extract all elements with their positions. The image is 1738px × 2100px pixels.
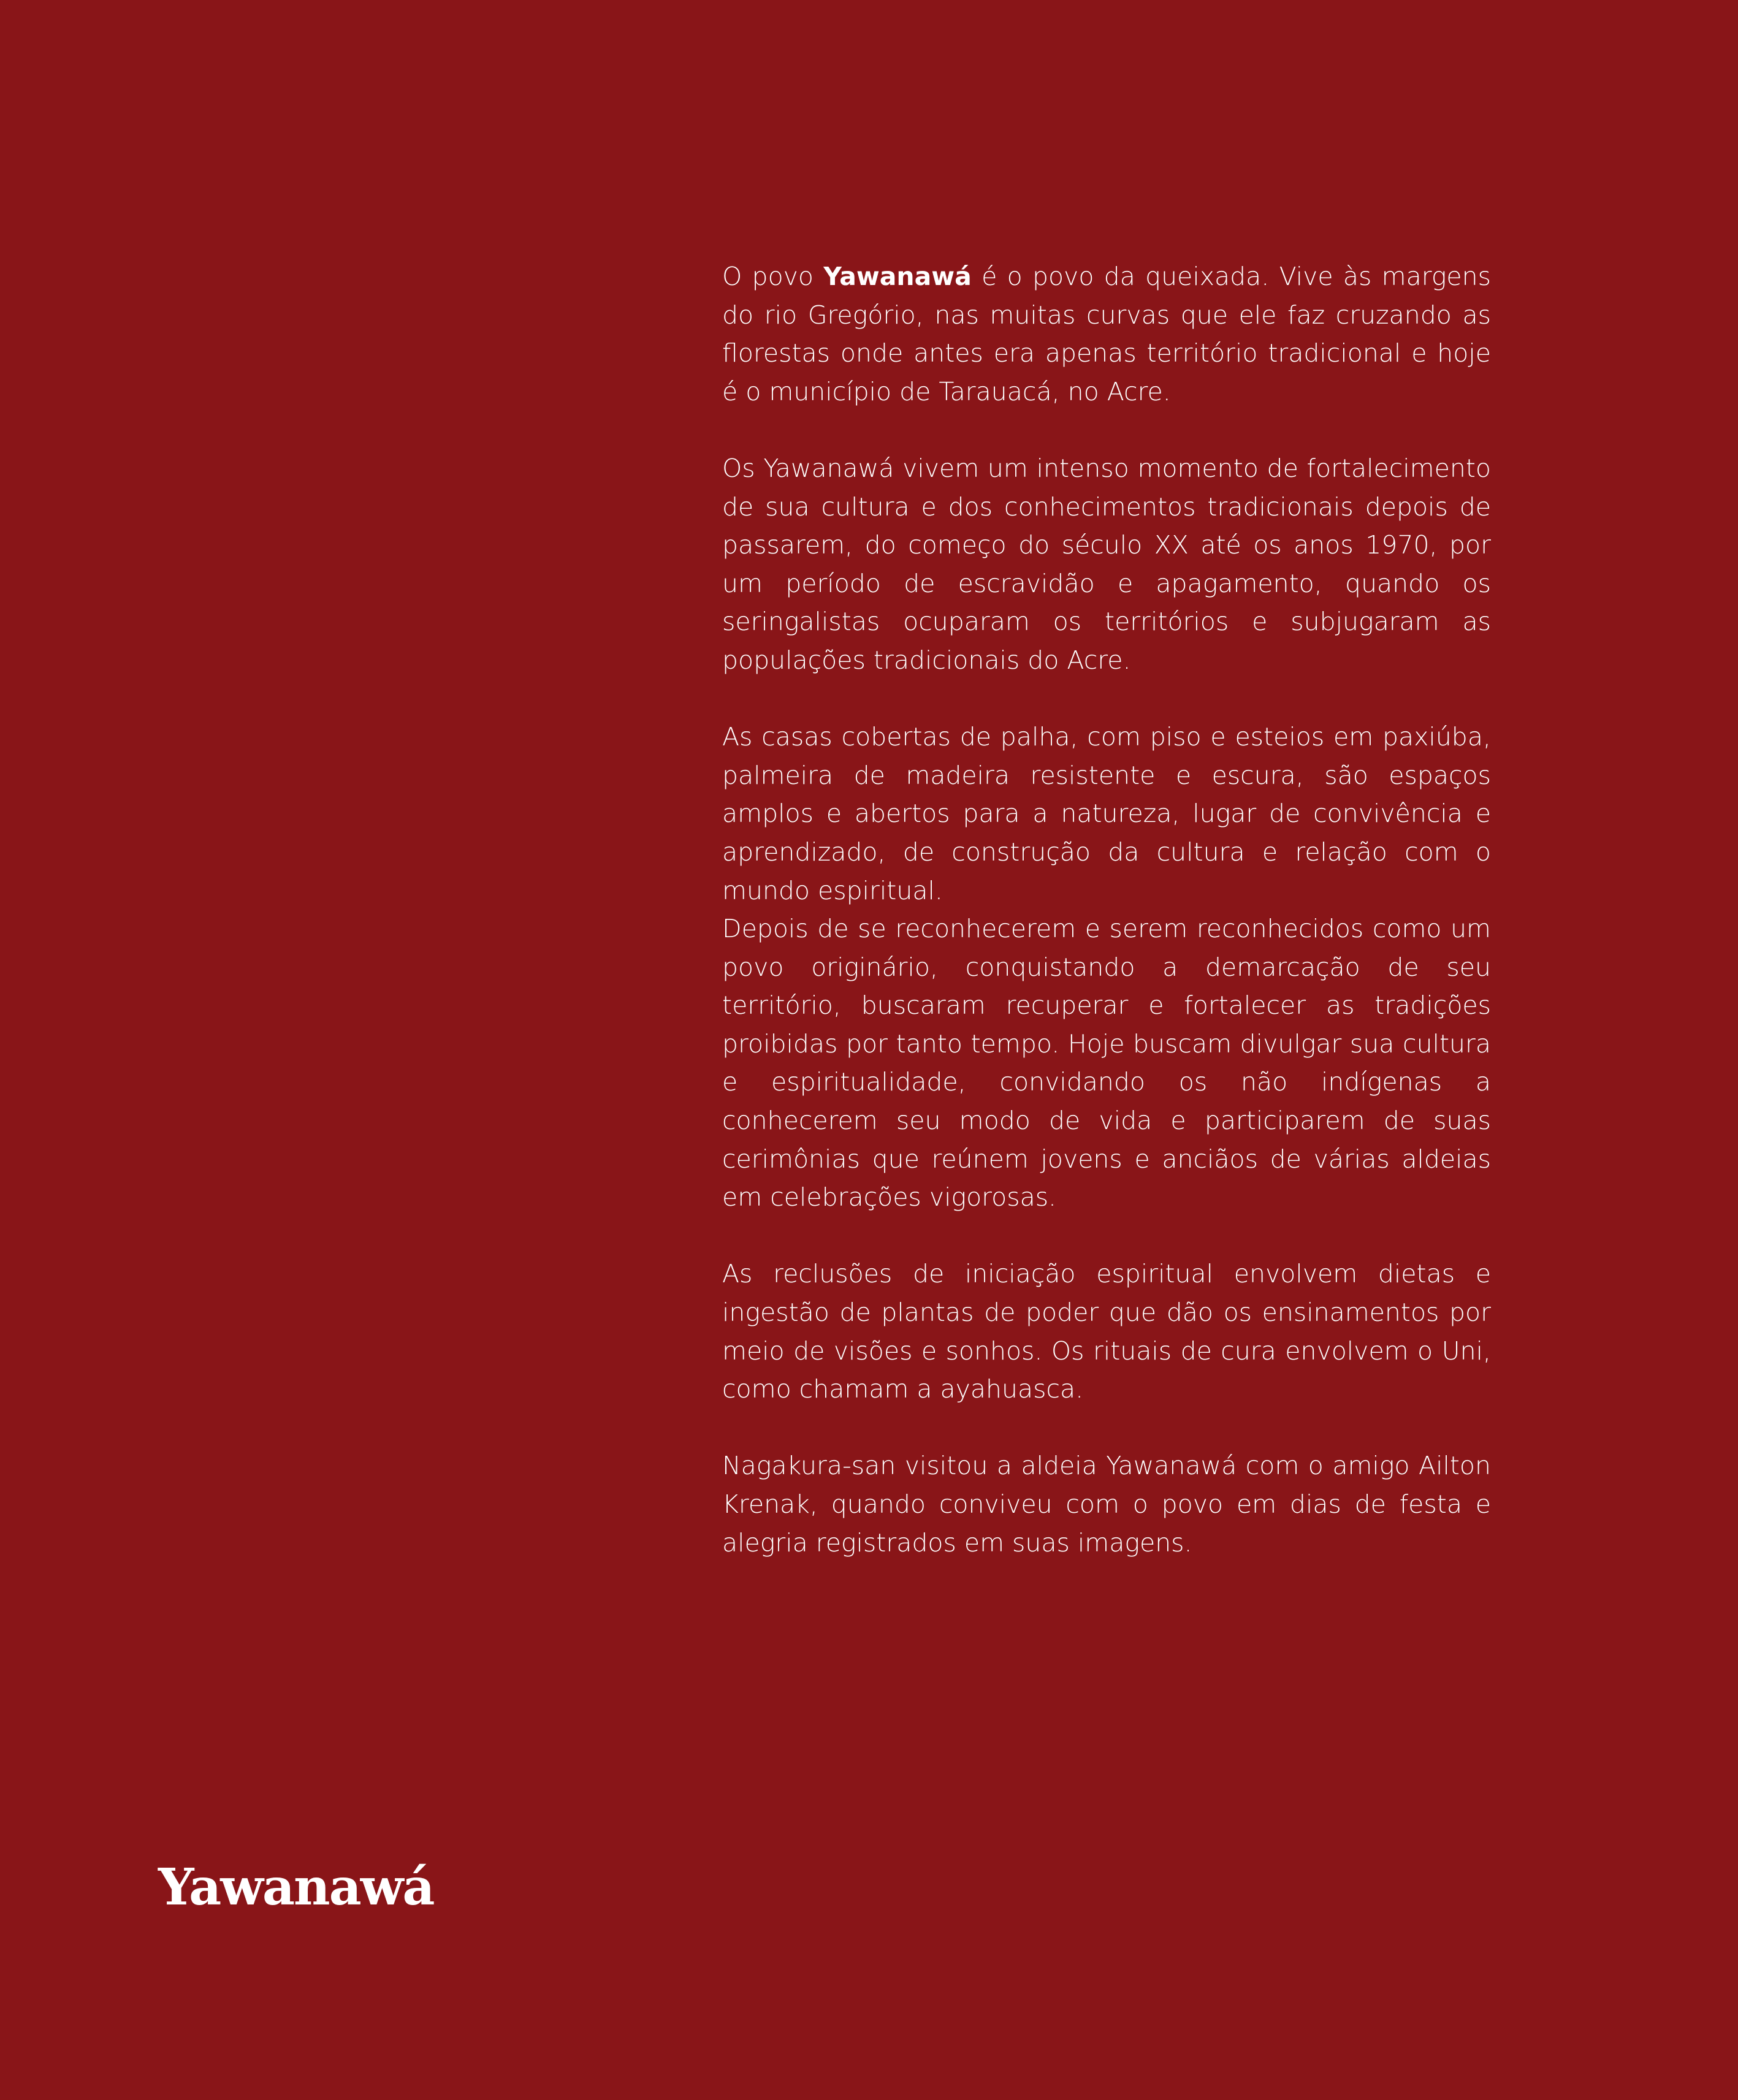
- paragraph-rituals: As reclusões de iniciação espiritual envolvem dietas e ingestão de plantas de poder que dão os ensinamentos por meio de visões e sonhos. Os rituais de cura envolvem o Uni, como chamam a ayahuasca.: [722, 1259, 1491, 1404]
- chapter-title: Yawanawá: [158, 1858, 434, 1917]
- paragraph-intro: [722, 257, 1491, 411]
- paragraph-intro-after: é o povo da queixada. Vive às margens do rio Gregório, nas muitas curvas que ele faz cruzando as florestas onde antes era apenas território tradicional e hoje é o município de Tarauacá, no Acre.: [722, 262, 1492, 406]
- paragraph-intro-before: O povo: [722, 262, 824, 291]
- paragraph-houses: As casas cobertas de palha, com piso e esteios em paxiúba, palmeira de madeira resistente e escura, são espaços amplos e abertos para a natureza, lugar de convivência e aprendizado, de construção da cultura e relação com o mundo espiritual.: [722, 722, 1491, 905]
- people-name-emphasis: Yawanawá: [823, 262, 972, 291]
- body-text: [722, 257, 1491, 1562]
- paragraph-visit: Nagakura-san visitou a aldeia Yawanawá com o amigo Ailton Krenak, quando conviveu com o povo em dias de festa e alegria registrados em suas imagens.: [722, 1451, 1491, 1558]
- paragraph-recognition: Depois de se reconhecerem e serem reconhecidos como um povo originário, conquistando a demarcação de seu território, buscaram recuperar e fortalecer as tradições proibidas por tanto tempo. Hoje buscam divulgar sua cultura e espiritualidade, convidando os não indígenas a conhecerem seu modo de vida e participarem de suas cerimônias que reúnem jovens e anciãos de várias aldeias em celebrações vigorosas.: [722, 914, 1491, 1212]
- paragraph-history: Os Yawanawá vivem um intenso momento de fortalecimento de sua cultura e dos conhecimentos tradicionais depois de passarem, do começo do século XX até os anos 1970, por um período de escravidão e apagamento, quando os seringalistas ocuparam os territórios e subjugaram as populações tradicionais do Acre.: [722, 453, 1491, 675]
